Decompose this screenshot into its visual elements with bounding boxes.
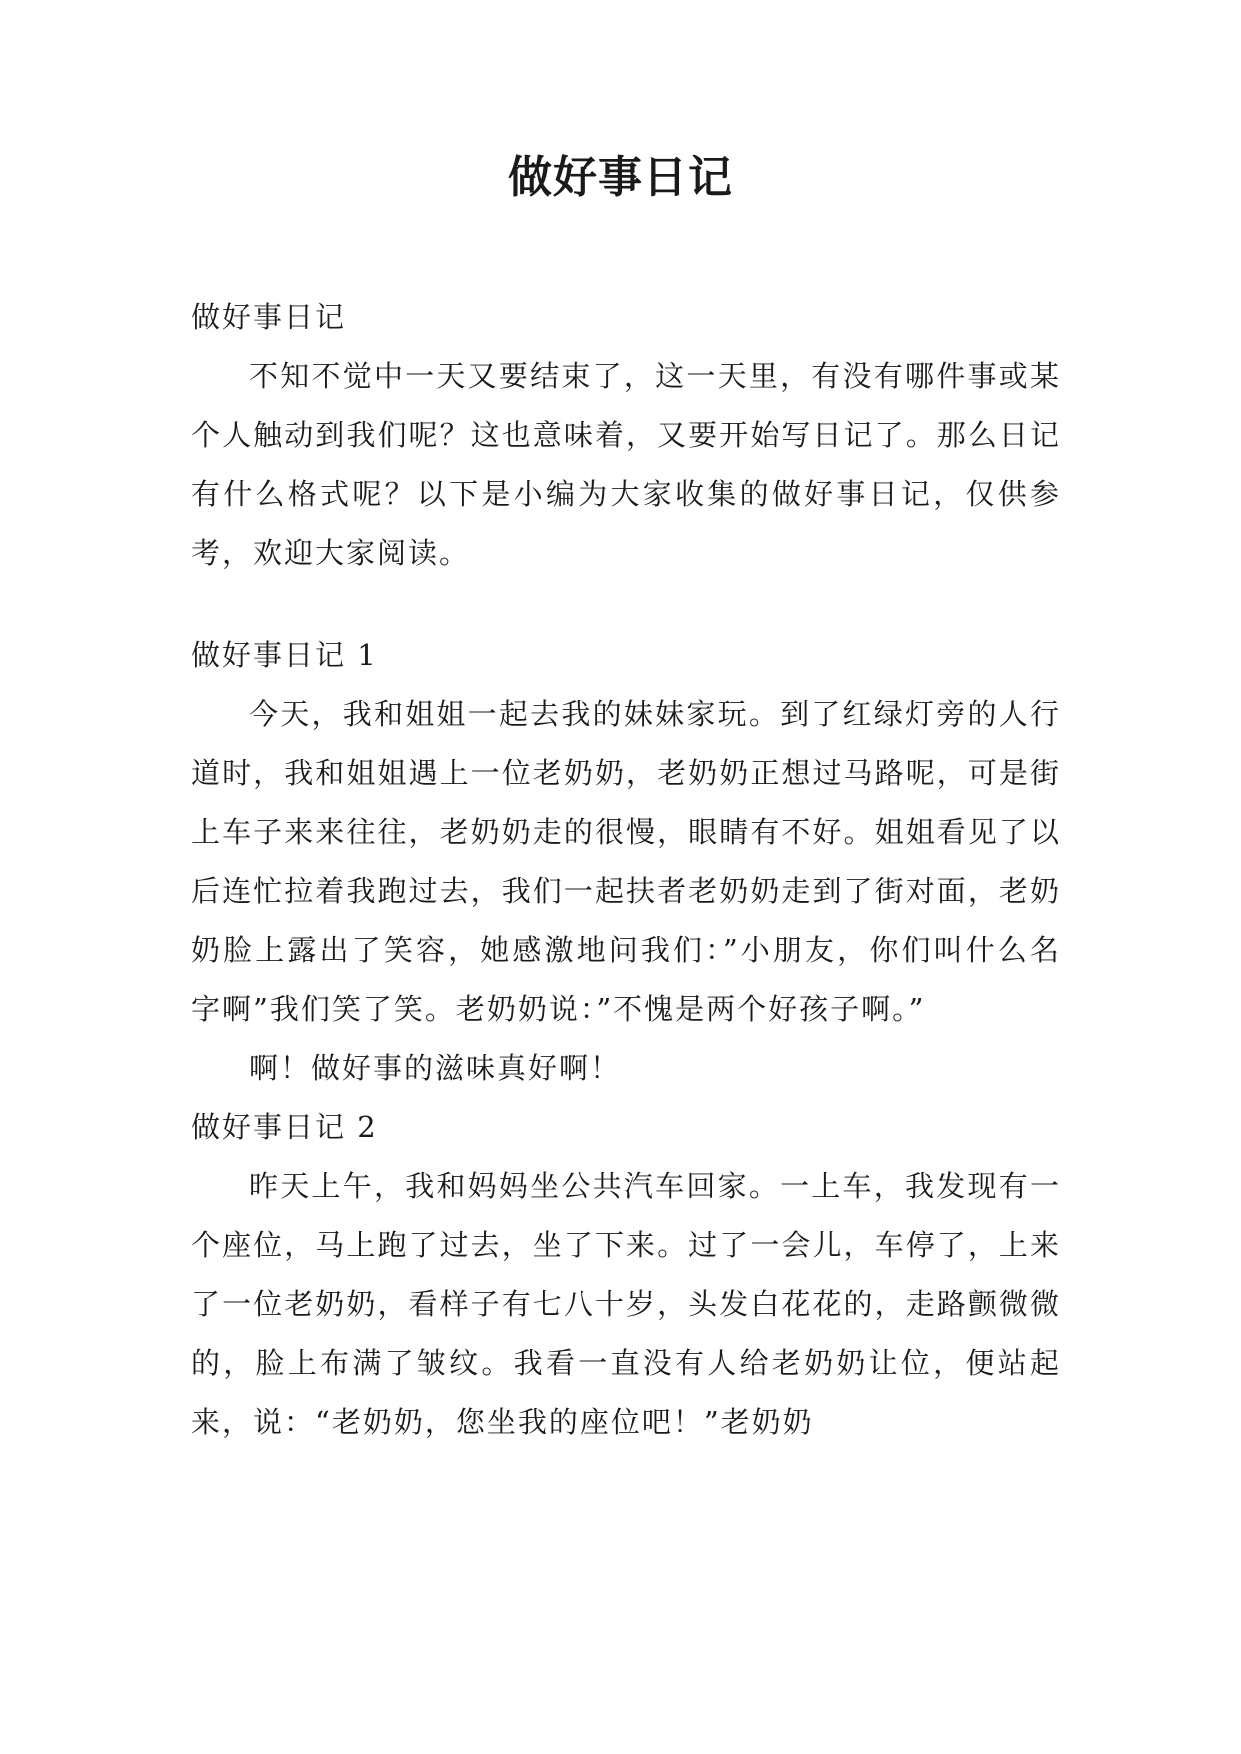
document-subtitle: 做好事日记 bbox=[191, 300, 347, 334]
intro-paragraph: 不知不觉中一天又要结束了，这一天里，有没有哪件事或某个人触动到我们呢？这也意味着，又要开始写日记了。那么日记有什么格式呢？以下是小编为大家收集的做好事日记，仅供参考，欢迎大家阅读。 bbox=[191, 359, 1061, 570]
section-2-paragraph-1: 昨天上午，我和妈妈坐公共汽车回家。一上车，我发现有一个座位，马上跑了过去，坐了下来。过了一会儿，车停了，上来了一位老奶奶，看样子有七八十岁，头发白花花的，走路颤微微的，脸上布满了皱纹。我看一直没有人给老奶奶让位，便站起来，说：“老奶奶，您坐我的座位吧！”老奶奶 bbox=[191, 1169, 1061, 1439]
document-title: 做好事日记 bbox=[508, 152, 733, 203]
document-body bbox=[191, 288, 1061, 1452]
section-heading-2: 做好事日记 2 bbox=[191, 1110, 378, 1144]
section-1-paragraph-2: 啊！做好事的滋味真好啊！ bbox=[249, 1051, 622, 1085]
section-heading-1: 做好事日记 1 bbox=[191, 638, 378, 672]
section-1-paragraph-1: 今天，我和姐姐一起去我的妹妹家玩。到了红绿灯旁的人行道时，我和姐姐遇上一位老奶奶，老奶奶正想过马路呢，可是街上车子来来往往，老奶奶走的很慢，眼睛有不好。姐姐看见了以后连忙拉着我跑过去，我们一起扶者老奶奶走到了街对面，老奶奶脸上露出了笑容，她感激地问我们：”小朋友，你们叫什么名字啊”我们笑了笑。老奶奶说：”不愧是两个好孩子啊。” bbox=[191, 697, 1061, 1026]
